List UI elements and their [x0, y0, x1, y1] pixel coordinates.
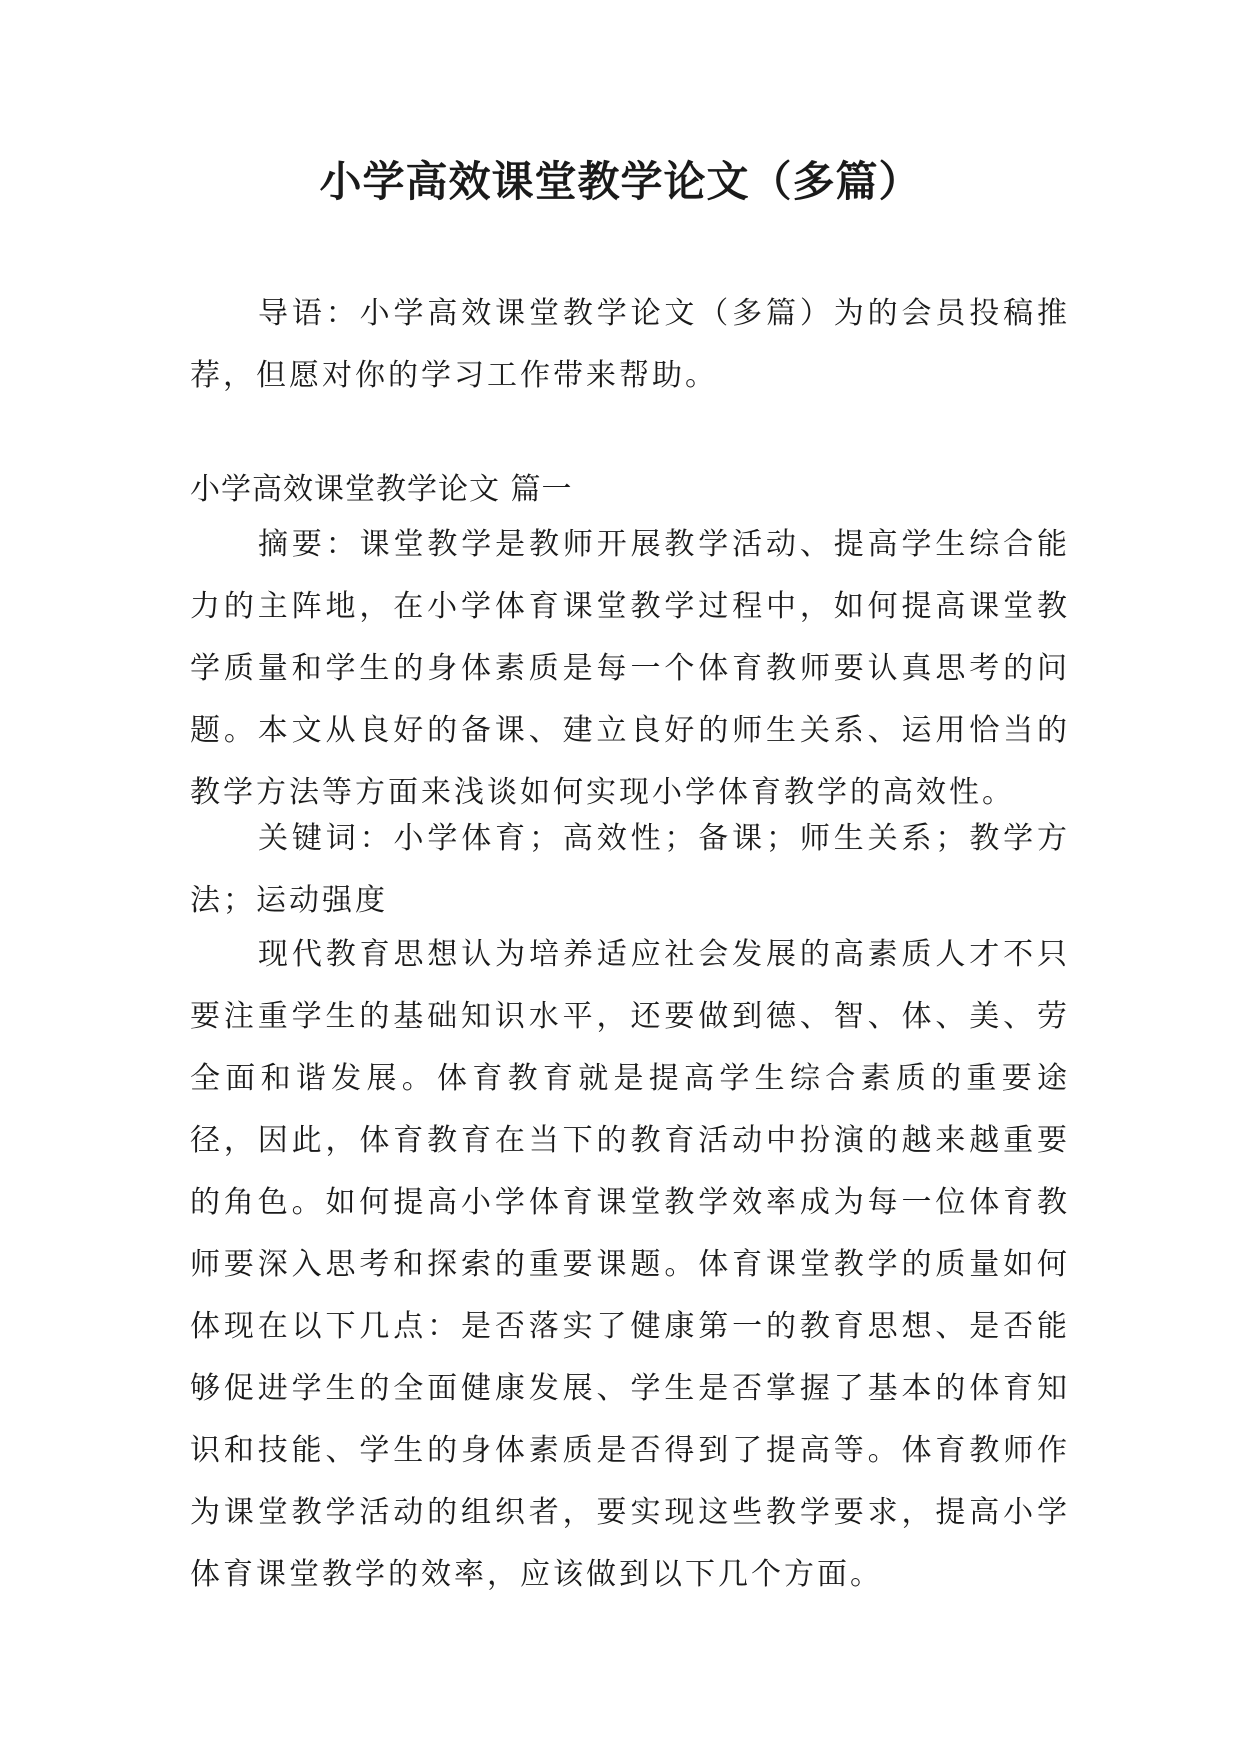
keywords-paragraph: 关键词：小学体育；高效性；备课；师生关系；教学方法；运动强度 — [190, 821, 1070, 918]
document-title: 小学高效课堂教学论文（多篇） — [319, 157, 922, 206]
section-heading: 小学高效课堂教学论文 篇一 — [190, 472, 573, 507]
body-paragraph: 现代教育思想认为培养适应社会发展的高素质人才不只要注重学生的基础知识水平，还要做到德、智、体、美、劳全面和谐发展。体育教育就是提高学生综合素质的重要途径，因此，体育教育在当下的教育活动中扮演的越来越重要的角色。如何提高小学体育课堂教学效率成为每一位体育教师要深入思考和探索的重要课题。体育课堂教学的质量如何体现在以下几点：是否落实了健康第一的教育思想、是否能够促进学生的全面健康发展、学生是否掌握了基本的体育知识和技能、学生的身体素质是否得到了提高等。体育教师作为课堂教学活动的组织者，要实现这些教学要求，提高小学体育课堂教学的效率，应该做到以下几个方面。 — [190, 937, 1070, 1592]
intro-paragraph: 导语：小学高效课堂教学论文（多篇）为的会员投稿推荐，但愿对你的学习工作带来帮助。 — [190, 296, 1070, 393]
abstract-paragraph: 摘要：课堂教学是教师开展教学活动、提高学生综合能力的主阵地，在小学体育课堂教学过程中，如何提高课堂教学质量和学生的身体素质是每一个体育教师要认真思考的问题。本文从良好的备课、建立良好的师生关系、运用恰当的教学方法等方面来浅谈如何实现小学体育教学的高效性。 — [190, 527, 1070, 810]
